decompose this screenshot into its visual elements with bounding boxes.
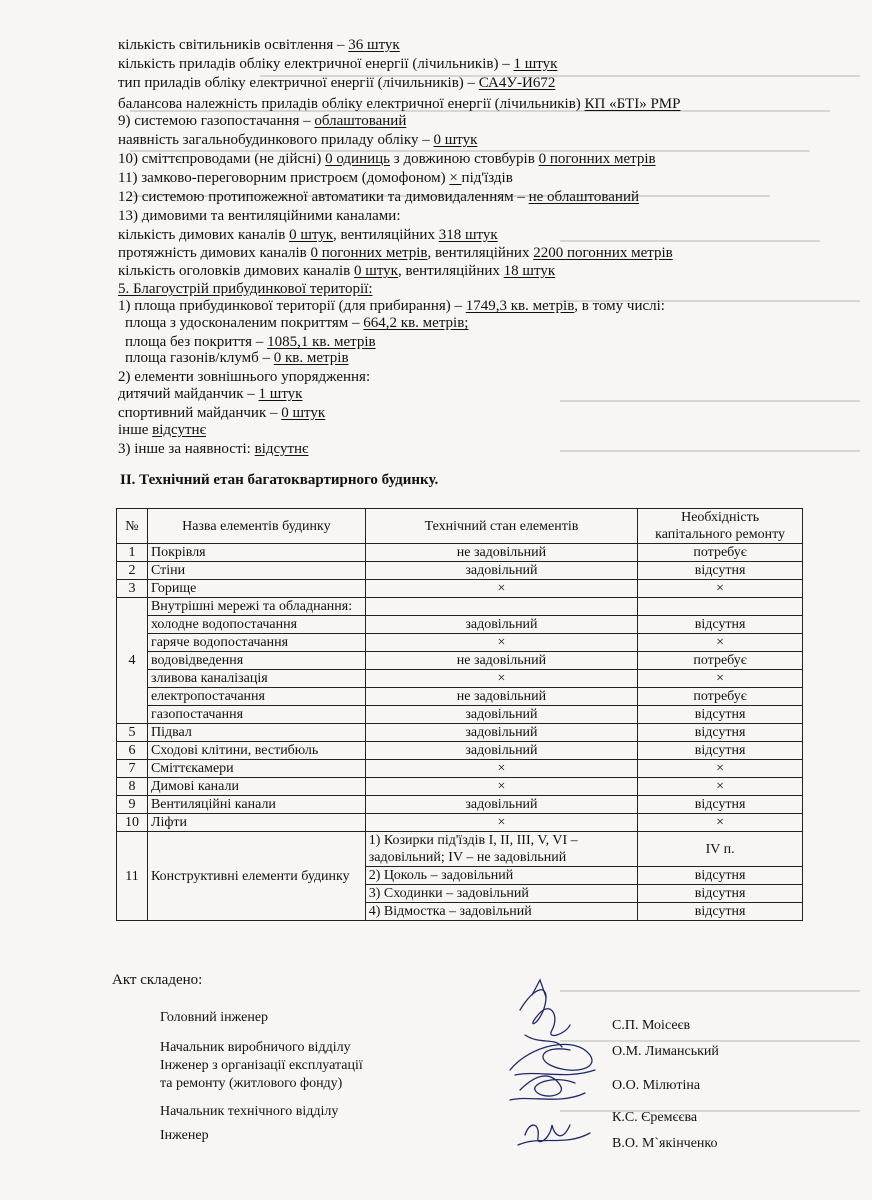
element-state: × — [365, 634, 637, 652]
signatory-role: Інженер з організації експлуатації — [160, 1058, 363, 1073]
capital-repair-need: × — [638, 778, 803, 796]
table-row — [117, 598, 803, 616]
line-label: 2) елементи зовнішнього упорядження: — [118, 369, 371, 385]
capital-repair-need — [638, 598, 803, 616]
line-label: тип приладів обліку електричної енергії (лічильників) – — [118, 75, 479, 91]
capital-repair-need: відсутня — [638, 562, 803, 580]
line-value: 2200 погонних метрів — [533, 245, 673, 261]
handwritten-signatures-image — [480, 975, 620, 1155]
signatory-name: О.М. Лиманський — [612, 1044, 719, 1059]
element-state: задовільний — [365, 796, 637, 814]
line-value: 0 погонних метрів — [538, 151, 656, 167]
line-label: , вентиляційних — [333, 227, 439, 243]
line-value: 0 кв. метрів — [273, 350, 349, 366]
capital-repair-need: відсутня — [638, 903, 803, 921]
capital-repair-need: потребує — [638, 544, 803, 562]
element-state: задовільний — [365, 616, 637, 634]
line-label: кількість димових каналів — [118, 227, 290, 243]
text-line — [118, 421, 206, 439]
line-label: 11) замково-переговорним пристроєм (домофоном) — [118, 170, 450, 186]
element-name: Сходові клітини, вестибюль — [147, 742, 365, 760]
line-label: 3) інше за наявності: — [118, 441, 255, 457]
text-line — [118, 440, 308, 458]
signatory-name: С.П. Моісеєв — [612, 1018, 691, 1033]
signatory-role: Головний інженер — [160, 1010, 269, 1025]
header-technical-state: Технічний стан елементів — [365, 509, 637, 544]
capital-repair-need: × — [638, 760, 803, 778]
line-value: 0 штук — [281, 405, 326, 421]
element-state: не задовільний — [365, 652, 637, 670]
line-value: відсутнє — [152, 422, 207, 438]
line-label: спортивний майданчик – — [118, 405, 282, 421]
text-line — [118, 74, 555, 92]
line-label: 9) системою газопостачання – — [118, 113, 315, 129]
line-label: з довжиною стовбурів — [390, 151, 539, 167]
element-state: 2) Цоколь – задовільний — [365, 867, 637, 885]
capital-repair-need: відсутня — [638, 885, 803, 903]
table-sub-row — [117, 670, 803, 688]
line-value: відсутнє — [254, 441, 309, 457]
element-state: × — [365, 760, 637, 778]
text-line — [118, 150, 656, 168]
line-value: 318 штук — [438, 227, 498, 243]
line-value: 36 штук — [348, 37, 400, 53]
line-label: кількість світильників освітлення – — [118, 37, 349, 53]
capital-repair-need: × — [638, 580, 803, 598]
element-state: × — [365, 778, 637, 796]
line-value: 664,2 кв. метрів; — [363, 315, 469, 331]
line-label: під'їздів — [461, 170, 513, 186]
line-value: 1 штук — [513, 56, 558, 72]
line-value: 1749,3 кв. метрів — [465, 298, 575, 314]
line-value: 1085,1 кв. метрів — [267, 334, 376, 350]
table-row — [117, 724, 803, 742]
capital-repair-need: IV п. — [638, 832, 803, 867]
capital-repair-need: відсутня — [638, 742, 803, 760]
row-number: 7 — [117, 760, 148, 778]
row-number: 11 — [117, 832, 148, 921]
line-value: 0 штук — [354, 263, 398, 279]
table-sub-row — [117, 832, 803, 867]
table-row — [117, 814, 803, 832]
signatory-name: К.С. Єремєєва — [612, 1110, 698, 1125]
text-line — [118, 262, 555, 280]
signature-stroke — [525, 1125, 570, 1142]
element-state: 1) Козирки під'їздів I, II, III, V, VI – задовільний; IV – не задовільний — [365, 832, 637, 867]
element-name: Горище — [147, 580, 365, 598]
text-line — [118, 385, 302, 403]
signature-stroke — [518, 1133, 590, 1145]
element-state: не задовільний — [365, 544, 637, 562]
text-line — [118, 112, 406, 130]
line-label: площа без покриття – — [125, 334, 268, 350]
line-value: × — [449, 170, 462, 186]
element-name: холодне водопостачання — [147, 616, 365, 634]
line-value: КП «БТІ» РМР — [584, 96, 681, 112]
text-line — [118, 207, 400, 225]
text-line — [118, 226, 498, 244]
table-row — [117, 544, 803, 562]
table-row — [117, 760, 803, 778]
signatory-role: Інженер — [160, 1128, 209, 1143]
capital-repair-need: відсутня — [638, 724, 803, 742]
line-value: 0 штук — [289, 227, 334, 243]
table-sub-row — [117, 688, 803, 706]
signature-stroke — [520, 1076, 575, 1096]
element-name: Стіни — [147, 562, 365, 580]
line-label: дитячий майданчик – — [118, 386, 259, 402]
signature-stroke — [532, 980, 546, 997]
table-sub-row — [117, 616, 803, 634]
text-line — [118, 188, 639, 206]
row-number: 4 — [117, 598, 148, 724]
capital-repair-need: відсутня — [638, 796, 803, 814]
header-element-name: Назва елементів будинку — [147, 509, 365, 544]
signatory-name: О.О. Мілютіна — [612, 1078, 701, 1093]
capital-repair-need: відсутня — [638, 706, 803, 724]
line-value: СА4У-И672 — [478, 75, 556, 91]
text-line — [118, 368, 370, 386]
line-label: протяжність димових каналів — [118, 245, 311, 261]
line-label: 10) сміттєпроводами (не дійсні) — [118, 151, 326, 167]
capital-repair-need: відсутня — [638, 867, 803, 885]
table-sub-row — [117, 652, 803, 670]
element-state: не задовільний — [365, 688, 637, 706]
row-number: 2 — [117, 562, 148, 580]
table-row — [117, 580, 803, 598]
text-line — [118, 95, 680, 113]
row-number: 8 — [117, 778, 148, 796]
signature-stroke — [515, 1070, 595, 1075]
line-value: 0 погонних метрів — [310, 245, 428, 261]
line-label: , вентиляційних — [397, 263, 504, 279]
element-state — [365, 598, 637, 616]
text-line — [118, 131, 477, 149]
technical-state-table — [116, 508, 803, 921]
capital-repair-need: відсутня — [638, 616, 803, 634]
act-label: Акт складено: — [112, 972, 203, 988]
row-number: 9 — [117, 796, 148, 814]
element-name: Сміттєкамери — [147, 760, 365, 778]
signatory-role: Начальник виробничого відділу — [160, 1040, 351, 1055]
row-number: 3 — [117, 580, 148, 598]
text-line — [118, 280, 373, 298]
line-label: , вентиляційних — [427, 245, 534, 261]
element-name: газопостачання — [147, 706, 365, 724]
capital-repair-need: × — [638, 814, 803, 832]
capital-repair-need: × — [638, 670, 803, 688]
element-state: × — [365, 670, 637, 688]
line-label: 1) площа прибудинкової території (для прибирання) – — [118, 298, 466, 314]
table-row — [117, 796, 803, 814]
text-line — [118, 169, 513, 187]
signatory-role: та ремонту (житлового фонду) — [160, 1076, 343, 1091]
line-label: наявність загальнобудинкового приладу обліку – — [118, 132, 434, 148]
signatory-role: Начальник технічного відділу — [160, 1104, 339, 1119]
element-state: задовільний — [365, 742, 637, 760]
table-sub-row — [117, 634, 803, 652]
row-number: 10 — [117, 814, 148, 832]
line-label: інше — [118, 422, 153, 438]
text-line — [118, 36, 400, 54]
text-line — [118, 244, 673, 262]
element-name: Вентиляційні канали — [147, 796, 365, 814]
element-name: Внутрішні мережі та обладнання: — [147, 598, 365, 616]
element-name: Покрівля — [147, 544, 365, 562]
element-name: електропостачання — [147, 688, 365, 706]
table-sub-row — [117, 706, 803, 724]
section-title: ІІ. Технічний етан багатоквартирного будинку. — [120, 472, 439, 488]
line-value: 18 штук — [503, 263, 556, 279]
line-label: 13) димовими та вентиляційними каналами: — [118, 208, 401, 224]
line-value: 0 штук — [433, 132, 478, 148]
element-state: задовільний — [365, 724, 637, 742]
line-value: 1 штук — [258, 386, 303, 402]
line-label: кількість оголовків димових каналів — [118, 263, 355, 279]
line-label: балансова належність приладів обліку електричної енергії (лічильників) — [118, 96, 585, 112]
text-line — [125, 314, 468, 332]
element-state: × — [365, 580, 637, 598]
element-name: гаряче водопостачання — [147, 634, 365, 652]
signatory-name: В.О. М`якінченко — [612, 1136, 718, 1151]
text-line — [118, 404, 325, 422]
element-state: 3) Сходинки – задовільний — [365, 885, 637, 903]
line-label: площа газонів/клумб – — [125, 350, 274, 366]
line-value: облаштований — [314, 113, 407, 129]
line-value: 5. Благоустрій прибудинкової території: — [118, 281, 373, 297]
table-header-row — [117, 509, 803, 544]
signature-stroke — [520, 990, 570, 1036]
table-row — [117, 562, 803, 580]
header-capital-repair: Необхідність капітального ремонту — [638, 509, 803, 544]
row-number: 1 — [117, 544, 148, 562]
row-number: 5 — [117, 724, 148, 742]
table-row — [117, 742, 803, 760]
line-label: площа з удосконаленим покриттям – — [125, 315, 364, 331]
header-number: № — [117, 509, 148, 544]
capital-repair-need: × — [638, 634, 803, 652]
line-label: кількість приладів обліку електричної енергії (лічильників) – — [118, 56, 514, 72]
line-label: 12) системою протипожежної автоматики та димовидаленням – — [118, 189, 529, 205]
text-line — [118, 55, 557, 73]
signature-stroke — [510, 1044, 592, 1070]
element-name: Димові канали — [147, 778, 365, 796]
element-name: зливова каналізація — [147, 670, 365, 688]
capital-repair-need: потребує — [638, 688, 803, 706]
row-number: 6 — [117, 742, 148, 760]
element-name: водовідведення — [147, 652, 365, 670]
table-row — [117, 778, 803, 796]
element-state: задовільний — [365, 562, 637, 580]
element-name: Підвал — [147, 724, 365, 742]
element-name: Ліфти — [147, 814, 365, 832]
text-line — [125, 349, 349, 367]
element-state: × — [365, 814, 637, 832]
element-name: Конструктивні елементи будинку — [147, 832, 365, 921]
text-line — [118, 297, 665, 315]
element-state: задовільний — [365, 706, 637, 724]
line-label: , в тому числі: — [574, 298, 665, 314]
element-state: 4) Відмостка – задовільний — [365, 903, 637, 921]
line-value: 0 одиниць — [325, 151, 391, 167]
capital-repair-need: потребує — [638, 652, 803, 670]
line-value: не облаштований — [528, 189, 639, 205]
